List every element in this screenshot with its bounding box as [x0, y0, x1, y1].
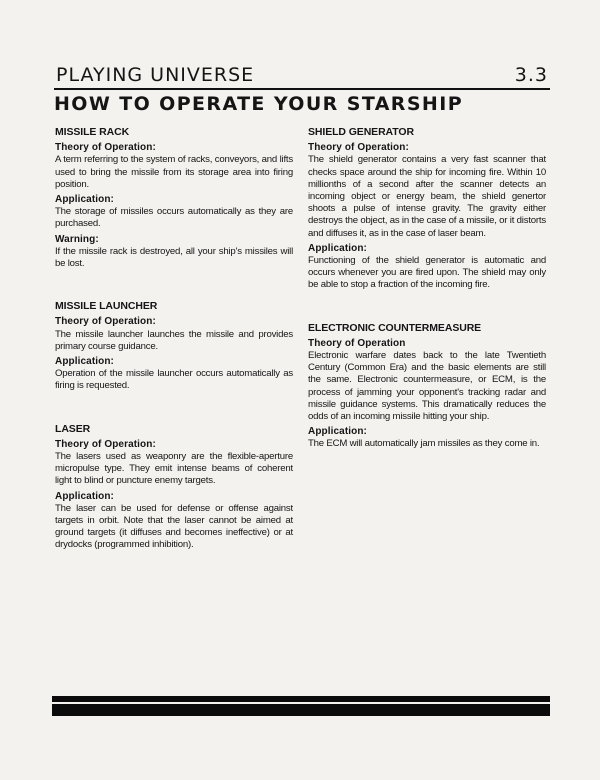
section-title: SHIELD GENERATOR — [308, 126, 414, 138]
application-heading: Application: — [308, 426, 367, 438]
theory-text: A term referring to the system of racks, conveyors, and lifts used to bring the missile from its storage area into firing position. — [55, 154, 293, 190]
application-text: Functioning of the shield generator is automatic and occurs whenever you are fired upon. The shield may only be able to stop a fraction of the incoming fire. — [308, 255, 546, 291]
application-heading: Application: — [55, 194, 114, 206]
application-text: The laser can be used for defense or offense against targets in orbit. Note that the laser cannot be aimed at ground targets (it diffuses and becomes ineffective) or at drydocks (programmed inhibition). — [55, 502, 293, 551]
theory-heading: Theory of Operation: — [308, 142, 409, 154]
section-laser — [55, 423, 293, 552]
section-missile-launcher — [55, 300, 293, 392]
application-heading: Application: — [55, 356, 114, 368]
chapter-title: PLAYING UNIVERSE — [56, 64, 255, 86]
application-heading: Application: — [55, 490, 114, 502]
page-title: HOW TO OPERATE YOUR STARSHIP — [54, 93, 464, 115]
theory-heading: Theory of Operation — [308, 337, 406, 349]
application-heading: Application: — [308, 242, 367, 254]
warning-text: If the missile rack is destroyed, all your ship's missiles will be lost. — [55, 245, 293, 270]
application-text: The storage of missiles occurs automatically as they are purchased. — [55, 206, 293, 230]
warning-heading: Warning: — [55, 233, 99, 245]
theory-text: Electronic warfare dates back to the late Twentieth Century (Common Era) and the basic elements are still the same. Electronic countermeasure, or ECM, is the process of jamming your opponent's tracking radar and missile guidance systems. This dramatically reduces the odds of an incoming missile hitting your ship. — [308, 350, 546, 423]
section-shield-generator — [308, 126, 546, 292]
theory-text: The lasers used as weaponry are the flexible-aperture micropulse type. They emit intense beams of coherent light to blind or puncture enemy targets. — [55, 451, 293, 487]
section-ecm — [308, 322, 546, 451]
right-column — [308, 126, 546, 481]
page-header — [54, 64, 550, 90]
application-text: Operation of the missile launcher occurs automatically as firing is requested. — [55, 368, 293, 392]
footer-stripe — [52, 702, 550, 704]
left-column — [55, 126, 293, 582]
application-text: The ECM will automatically jam missiles as they come in. — [308, 438, 540, 450]
theory-heading: Theory of Operation: — [55, 438, 156, 450]
theory-heading: Theory of Operation: — [55, 316, 156, 328]
section-title: LASER — [55, 422, 91, 435]
theory-text: The missile launcher launches the missile and provides primary course guidance. — [55, 328, 293, 352]
theory-text: The shield generator contains a very fast scanner that checks space around the ship for incoming fire. Within 10 millionths of a second after the scanner detects an incoming object or energy beam, the shield genertor shoots a pulse of intense gravity. The gravity either destroys the object, as in the case of a missile, or it distorts and diffuses it, as in the case of laser beam. — [308, 154, 546, 239]
page-number: 3.3 — [514, 64, 548, 86]
section-title: ELECTRONIC COUNTERMEASURE — [308, 321, 482, 334]
section-title: MISSILE RACK — [55, 126, 130, 138]
section-missile-rack — [55, 126, 293, 270]
section-title: MISSILE LAUNCHER — [55, 300, 158, 313]
footer-bar — [52, 696, 550, 716]
theory-heading: Theory of Operation: — [55, 142, 156, 154]
